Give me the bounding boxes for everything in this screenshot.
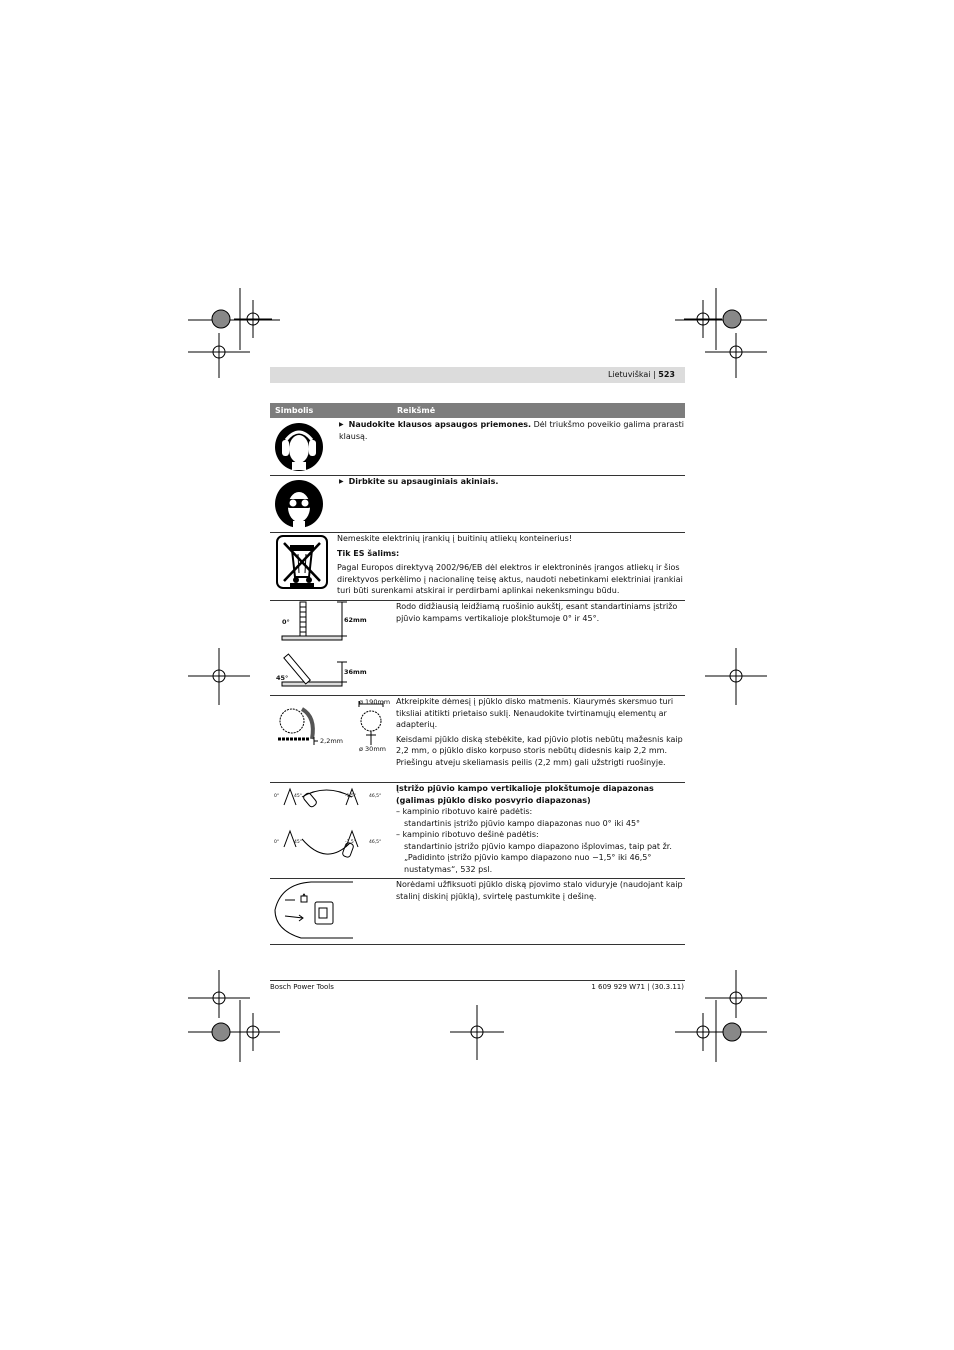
angle-neg15-bottom: -1,5° bbox=[345, 840, 357, 845]
kerf-22-label: 2,2mm bbox=[320, 737, 344, 745]
disposal-p1: Nemeskite elektrinių įrankių į buitinių atliekų konteinerius! bbox=[337, 534, 573, 543]
angle-465-bottom: 46,5° bbox=[369, 840, 382, 845]
blade-p2: Keisdami pjūklo diską stebėkite, kad pjūvio plotis nebūtų mažesnis kaip 2,2 mm, o pjūklo disko korpuso storis nebūtų didesnis kaip 2,2 mm. Priešingu atveju skeliamasis peilis (2,2 mm) gali užstrigti ruošinyje. bbox=[396, 734, 683, 767]
height-62-label: 62mm bbox=[344, 616, 367, 624]
col-symbol-header: Simbolis bbox=[275, 406, 314, 415]
diameter-190-label: ø 190mm bbox=[359, 698, 391, 706]
angle-45-bottom: 45° bbox=[294, 840, 302, 845]
angle-465-top: 46,5° bbox=[369, 794, 382, 799]
angle-0-bottom: 0° bbox=[274, 840, 280, 845]
bullet-icon bbox=[339, 477, 349, 486]
row-goggles-text bbox=[339, 476, 684, 488]
row-disposal-text bbox=[337, 533, 683, 600]
footer-divider bbox=[270, 980, 685, 981]
footer-left: Bosch Power Tools bbox=[270, 983, 334, 991]
angle-45-top: 45° bbox=[294, 794, 302, 799]
bevel-title: Įstrižo pjūvio kampo vertikalioje plokštumoje diapazonas (galimas pjūklo disko posvyrio diapazonas) bbox=[396, 784, 654, 805]
goggles-bold: Dirbkite su apsauginiais akiniais. bbox=[348, 477, 499, 486]
row-blade-text bbox=[396, 696, 683, 771]
angle-neg15-top: -1,5° bbox=[345, 794, 357, 799]
disposal-p2: Tik ES šalims: bbox=[337, 548, 400, 558]
header-text bbox=[608, 370, 675, 379]
page-number: 523 bbox=[658, 370, 675, 379]
angle-0-top: 0° bbox=[274, 794, 280, 799]
height-36-label: 36mm bbox=[344, 668, 367, 676]
ear-protection-bold: Naudokite klausos apsaugos priemones. bbox=[348, 420, 532, 429]
disposal-p3: Pagal Europos direktyvą 2002/96/EB dėl elektros ir elektroninės įrangos atliekų ir šios direktyvos perkėlimo į nacionalinę teisę aktus, naudoti nebetinkami elektriniai įrankiai turi būti surenkami atskirai ir perdirbami aplinkai nekenksmingu būdu. bbox=[337, 563, 683, 595]
page-header bbox=[270, 367, 685, 383]
footer-right: 1 609 929 W71 | (30.3.11) bbox=[591, 983, 684, 991]
row-divider bbox=[270, 944, 685, 945]
bevel-l1: – kampinio ribotuvo kairė padėtis: bbox=[396, 807, 533, 816]
table-header bbox=[270, 403, 685, 418]
ear-protection-desc: Dėl triukšmo poveikio galima prarasti klausą. bbox=[339, 420, 684, 441]
row-cut-height-text: Rodo didžiausią leidžiamą ruošinio aukštį, esant standartiniams įstrižo pjūvio kampams vertikalioje plokštumoje 0° ir 45°. bbox=[396, 602, 678, 623]
row-lock-text: Norėdami užfiksuoti pjūklo diską pjovimo stalo viduryje (naudojant kaip stalinį diskinį pjūklą), svirtelę pastumkite į dešinę. bbox=[396, 880, 683, 901]
bore-30-label: ø 30mm bbox=[359, 745, 386, 753]
col-meaning-header: Reikšmė bbox=[397, 406, 436, 415]
angle-0-label: 0° bbox=[282, 618, 290, 626]
blade-p1: Atkreipkite dėmesį į pjūklo disko matmenis. Kiaurymės skersmuo turi tiksliai atitikti prietaiso suklį. Nenaudokite tvirtinamųjų elementų ar adapterių. bbox=[396, 697, 674, 729]
bevel-l4: standartinio įstrižo pjūvio kampo diapazono išplovimas, taip pat žr. „Padidinto įstrižo pjūvio kampo diapazono nuo −1,5° iki 46,5° nustatymas“, 532 psl. bbox=[404, 841, 672, 874]
header-separator: | bbox=[653, 370, 656, 379]
angle-45-label: 45° bbox=[276, 674, 289, 682]
bevel-l3: – kampinio ribotuvo dešinė padėtis: bbox=[396, 830, 539, 839]
bevel-l2: standartinis įstrižo pjūvio kampo diapazonas nuo 0° iki 45° bbox=[404, 818, 641, 828]
bullet-icon bbox=[339, 420, 349, 429]
row-ear-protection-text bbox=[339, 419, 684, 442]
row-bevel-text bbox=[396, 783, 684, 875]
header-language: Lietuviškai bbox=[607, 370, 651, 379]
